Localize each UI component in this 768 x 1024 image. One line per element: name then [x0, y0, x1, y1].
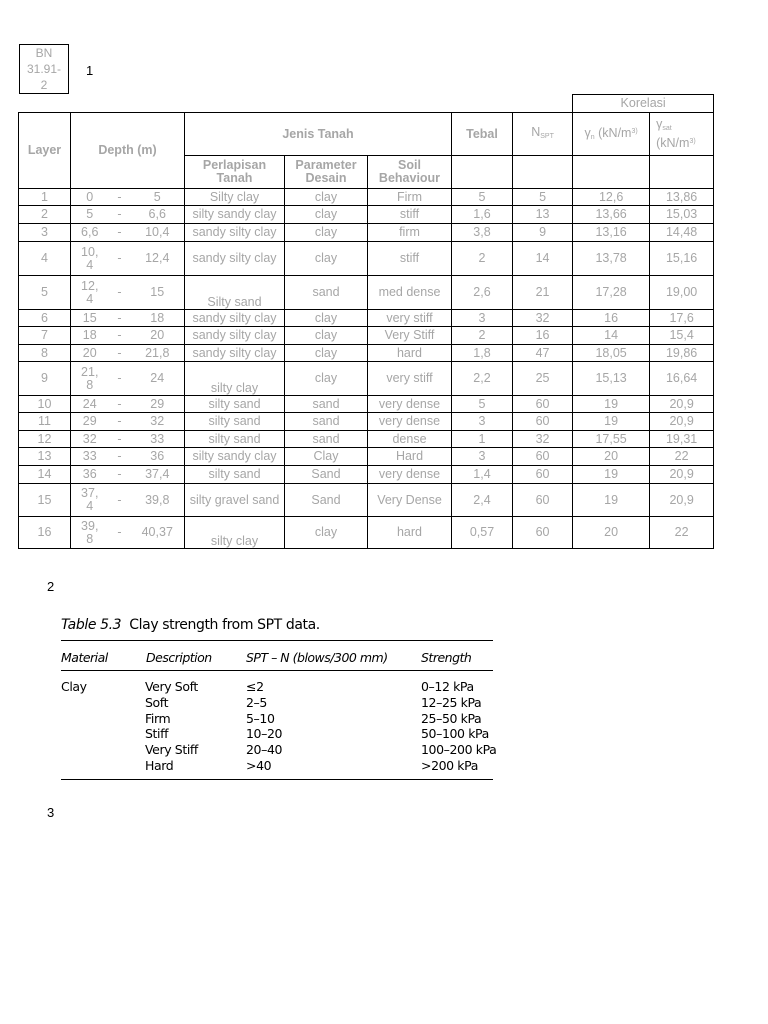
gamma-sat-cell: 20,9	[650, 466, 714, 484]
depth-from-cell: 21, 8	[71, 362, 109, 396]
soil-layer-row	[19, 224, 714, 242]
nspt-cell: 32	[513, 431, 573, 448]
strength-cell: 50–100 kPa	[421, 726, 489, 742]
gamma-n-cell: 17,55	[573, 431, 650, 448]
nspt-cell: 60	[513, 484, 573, 517]
spt-header: SPT – N (blows/300 mm)	[246, 650, 388, 665]
depth-dash-cell: -	[109, 466, 131, 484]
perlapisan-cell: sandy silty clay	[185, 242, 285, 276]
behaviour-cell: hard	[368, 345, 452, 362]
strength-cell: >200 kPa	[421, 757, 478, 773]
soil-layer-row	[19, 431, 714, 448]
tebal-cell: 1,6	[452, 206, 513, 224]
gamma-sat-cell: 13,86	[650, 189, 714, 206]
depth-dash-cell: -	[109, 362, 131, 396]
perlapisan-cell: silty clay	[185, 362, 285, 396]
nspt-cell: 5	[513, 189, 573, 206]
parameter-cell: Sand	[285, 466, 368, 484]
behaviour-cell: Firm	[368, 189, 452, 206]
depth-dash-cell: -	[109, 276, 131, 310]
spt-cell: 20–40	[246, 742, 283, 758]
soil-layer-row	[19, 362, 714, 396]
nspt-cell: 9	[513, 224, 573, 242]
depth-to-cell: 20	[131, 327, 185, 345]
behaviour-cell: Very Stiff	[368, 327, 452, 345]
section-marker-3: 3	[47, 805, 55, 820]
depth-from-cell: 36	[71, 466, 109, 484]
tebal-cell: 2	[452, 327, 513, 345]
gamma-sat-cell: 22	[650, 517, 714, 549]
depth-from-cell: 33	[71, 448, 109, 466]
perlapisan-cell: silty sand	[185, 466, 285, 484]
parameter-cell: clay	[285, 224, 368, 242]
tebal-cell: 2,2	[452, 362, 513, 396]
section-marker-1: 1	[86, 63, 94, 78]
gamma-n-cell: 13,16	[573, 224, 650, 242]
tebal-cell: 3	[452, 310, 513, 327]
description-cell: Very Soft	[145, 679, 198, 694]
strength-cell: 25–50 kPa	[421, 710, 482, 726]
behaviour-cell: very dense	[368, 413, 452, 431]
depth-dash-cell: -	[109, 224, 131, 242]
depth-to-cell: 18	[131, 310, 185, 327]
spt-cell: 2–5	[246, 694, 267, 710]
soil-layer-row	[19, 242, 714, 276]
depth-to-cell: 15	[131, 276, 185, 310]
soil-layer-row	[19, 396, 714, 413]
gamma-sat-cell: 19,86	[650, 345, 714, 362]
tebal-cell: 5	[452, 189, 513, 206]
layer-cell: 11	[19, 413, 71, 431]
perlapisan-cell: silty sand	[185, 431, 285, 448]
gamma-n-cell: 20	[573, 517, 650, 549]
description-cell: Stiff	[145, 726, 169, 742]
tebal-cell: 3	[452, 413, 513, 431]
tebal-cell: 1	[452, 431, 513, 448]
tebal-cell: 1,8	[452, 345, 513, 362]
korelasi-header: Korelasi	[573, 95, 714, 113]
depth-from-cell: 0	[71, 189, 109, 206]
gamma-n-cell: 14	[573, 327, 650, 345]
depth-dash-cell: -	[109, 484, 131, 517]
tebal-cell: 5	[452, 396, 513, 413]
table-53-number: Table 5.3	[61, 617, 122, 633]
behaviour-cell: stiff	[368, 242, 452, 276]
depth-from-cell: 12, 4	[71, 276, 109, 310]
nspt-cell: 60	[513, 466, 573, 484]
behaviour-cell: very dense	[368, 396, 452, 413]
table-53-caption	[61, 617, 320, 633]
jenis-tanah-header: Jenis Tanah	[185, 113, 452, 156]
parameter-cell: clay	[285, 517, 368, 549]
depth-dash-cell: -	[109, 431, 131, 448]
gamma-sat-cell: 15,03	[650, 206, 714, 224]
nspt-cell: 25	[513, 362, 573, 396]
parameter-cell: clay	[285, 345, 368, 362]
depth-from-cell: 32	[71, 431, 109, 448]
behaviour-cell: Very Dense	[368, 484, 452, 517]
behaviour-cell: stiff	[368, 206, 452, 224]
table-53-title: Clay strength from SPT data.	[129, 617, 320, 633]
layer-cell: 12	[19, 431, 71, 448]
depth-dash-cell: -	[109, 413, 131, 431]
gamma-sat-cell: 14,48	[650, 224, 714, 242]
layer-header: Layer	[19, 113, 71, 189]
parameter-cell: sand	[285, 431, 368, 448]
tebal-cell: 2,4	[452, 484, 513, 517]
layer-cell: 16	[19, 517, 71, 549]
nspt-cell: 16	[513, 327, 573, 345]
gamma-n-cell: 19	[573, 484, 650, 517]
section-marker-2: 2	[47, 579, 55, 594]
nspt-cell: 60	[513, 517, 573, 549]
soil-layer-row	[19, 327, 714, 345]
parameter-cell: clay	[285, 362, 368, 396]
description-header: Description	[146, 650, 212, 665]
parameter-cell: clay	[285, 242, 368, 276]
depth-from-cell: 5	[71, 206, 109, 224]
gamma-n-cell: 15,13	[573, 362, 650, 396]
gamma-sat-cell: 20,9	[650, 484, 714, 517]
layer-cell: 14	[19, 466, 71, 484]
perlapisan-cell: silty clay	[185, 517, 285, 549]
parameter-cell: sand	[285, 413, 368, 431]
depth-to-cell: 10,4	[131, 224, 185, 242]
nspt-cell: 47	[513, 345, 573, 362]
nspt-cell: 14	[513, 242, 573, 276]
depth-to-cell: 33	[131, 431, 185, 448]
behaviour-cell: med dense	[368, 276, 452, 310]
layer-cell: 8	[19, 345, 71, 362]
gamma-n-cell: 12,6	[573, 189, 650, 206]
depth-to-cell: 36	[131, 448, 185, 466]
nspt-header: $N_{SPT}$	[513, 113, 573, 156]
layer-cell: 13	[19, 448, 71, 466]
soil-layer-row	[19, 413, 714, 431]
strength-cell: 0–12 kPa	[421, 679, 474, 694]
header-rule	[61, 670, 493, 671]
parameter-cell: clay	[285, 206, 368, 224]
perlapisan-cell: Silty clay	[185, 189, 285, 206]
nspt-cell: 60	[513, 413, 573, 431]
soil-layer-row	[19, 189, 714, 206]
document-code-line: BN	[35, 46, 53, 60]
gamma-n-cell: 13,66	[573, 206, 650, 224]
spt-cell: 10–20	[246, 726, 283, 742]
tebal-cell: 3,8	[452, 224, 513, 242]
gamma-n-cell: 20	[573, 448, 650, 466]
depth-dash-cell: -	[109, 345, 131, 362]
parameter-cell: clay	[285, 327, 368, 345]
gamma-n-cell: 19	[573, 466, 650, 484]
tebal-cell: 3	[452, 448, 513, 466]
depth-dash-cell: -	[109, 310, 131, 327]
gamma-sat-cell: 20,9	[650, 396, 714, 413]
depth-to-cell: 5	[131, 189, 185, 206]
nspt-cell: 60	[513, 448, 573, 466]
gamma-n-header: $\gamma_n$ ($kN/m^{3)}$	[573, 113, 650, 156]
spt-column	[246, 679, 282, 774]
soil-layer-row	[19, 310, 714, 327]
gamma-n-cell: 19	[573, 413, 650, 431]
behaviour-cell: dense	[368, 431, 452, 448]
strength-cell: 12–25 kPa	[421, 694, 482, 710]
depth-to-cell: 32	[131, 413, 185, 431]
material-header: Material	[61, 650, 108, 665]
depth-dash-cell: -	[109, 448, 131, 466]
parameter-cell: Sand	[285, 484, 368, 517]
perlapisan-cell: silty sand	[185, 396, 285, 413]
nspt-cell: 13	[513, 206, 573, 224]
gamma-sat-cell: 16,64	[650, 362, 714, 396]
depth-to-cell: 12,4	[131, 242, 185, 276]
perlapisan-header: Perlapisan Tanah	[185, 156, 285, 189]
depth-dash-cell: -	[109, 242, 131, 276]
tebal-cell: 0,57	[452, 517, 513, 549]
depth-to-cell: 39,8	[131, 484, 185, 517]
layer-cell: 9	[19, 362, 71, 396]
nspt-cell: 21	[513, 276, 573, 310]
behaviour-cell: firm	[368, 224, 452, 242]
depth-header: Depth (m)	[71, 113, 185, 189]
depth-to-cell: 37,4	[131, 466, 185, 484]
perlapisan-cell: sandy silty clay	[185, 327, 285, 345]
tebal-cell: 1,4	[452, 466, 513, 484]
depth-from-cell: 6,6	[71, 224, 109, 242]
gamma-n-cell: 19	[573, 396, 650, 413]
top-rule	[61, 640, 493, 641]
layer-cell: 3	[19, 224, 71, 242]
strength-header: Strength	[421, 650, 472, 665]
soil-layer-table	[18, 94, 714, 549]
soil-layer-row	[19, 484, 714, 517]
description-cell: Firm	[145, 710, 171, 726]
strength-cell: 100–200 kPa	[421, 742, 497, 758]
description-cell: Hard	[145, 757, 174, 773]
gamma-sat-cell: 20,9	[650, 413, 714, 431]
bottom-rule	[61, 779, 493, 780]
gamma-n-cell: 17,28	[573, 276, 650, 310]
spt-cell: >40	[246, 757, 272, 773]
parameter-cell: sand	[285, 276, 368, 310]
soil-layer-row	[19, 466, 714, 484]
depth-from-cell: 39, 8	[71, 517, 109, 549]
soil-layer-row	[19, 517, 714, 549]
perlapisan-cell: sandy silty clay	[185, 345, 285, 362]
description-cell: Very Stiff	[145, 742, 198, 758]
perlapisan-cell: sandy silty clay	[185, 310, 285, 327]
spt-cell: ≤2	[246, 679, 264, 694]
perlapisan-cell: silty sandy clay	[185, 206, 285, 224]
perlapisan-cell: silty sand	[185, 413, 285, 431]
layer-cell: 1	[19, 189, 71, 206]
layer-cell: 6	[19, 310, 71, 327]
depth-dash-cell: -	[109, 517, 131, 549]
layer-cell: 4	[19, 242, 71, 276]
nspt-cell: 32	[513, 310, 573, 327]
depth-dash-cell: -	[109, 396, 131, 413]
depth-from-cell: 18	[71, 327, 109, 345]
perlapisan-cell: silty sandy clay	[185, 448, 285, 466]
depth-dash-cell: -	[109, 327, 131, 345]
description-cell: Soft	[145, 694, 169, 710]
perlapisan-cell: silty gravel sand	[185, 484, 285, 517]
soil-behaviour-header: Soil Behaviour	[368, 156, 452, 189]
layer-cell: 5	[19, 276, 71, 310]
gamma-n-cell: 13,78	[573, 242, 650, 276]
behaviour-cell: very stiff	[368, 362, 452, 396]
nspt-cell: 60	[513, 396, 573, 413]
perlapisan-cell: Silty sand	[185, 276, 285, 310]
soil-layer-row	[19, 276, 714, 310]
layer-cell: 7	[19, 327, 71, 345]
soil-layer-row	[19, 345, 714, 362]
strength-column	[421, 679, 496, 774]
document-code-line: 2	[40, 78, 48, 92]
depth-to-cell: 21,8	[131, 345, 185, 362]
gamma-sat-header: $\gamma_{sat}$ ($kN/m^{3)}$	[650, 113, 714, 156]
depth-from-cell: 29	[71, 413, 109, 431]
tebal-cell: 2,6	[452, 276, 513, 310]
parameter-cell: clay	[285, 189, 368, 206]
spt-cell: 5–10	[246, 710, 275, 726]
tebal-cell: 2	[452, 242, 513, 276]
depth-dash-cell: -	[109, 206, 131, 224]
behaviour-cell: hard	[368, 517, 452, 549]
gamma-n-cell: 18,05	[573, 345, 650, 362]
soil-layer-row	[19, 448, 714, 466]
parameter-cell: sand	[285, 396, 368, 413]
depth-to-cell: 24	[131, 362, 185, 396]
material-cell: Clay	[61, 679, 87, 694]
depth-dash-cell: -	[109, 189, 131, 206]
depth-to-cell: 6,6	[131, 206, 185, 224]
gamma-sat-cell: 19,31	[650, 431, 714, 448]
description-column	[145, 679, 198, 774]
gamma-sat-cell: 15,4	[650, 327, 714, 345]
depth-from-cell: 24	[71, 396, 109, 413]
soil-layer-row	[19, 206, 714, 224]
behaviour-cell: Hard	[368, 448, 452, 466]
layer-cell: 10	[19, 396, 71, 413]
tebal-header: Tebal	[452, 113, 513, 156]
depth-from-cell: 10, 4	[71, 242, 109, 276]
layer-cell: 2	[19, 206, 71, 224]
parameter-cell: Clay	[285, 448, 368, 466]
depth-from-cell: 20	[71, 345, 109, 362]
depth-from-cell: 15	[71, 310, 109, 327]
document-code-box	[19, 44, 69, 94]
behaviour-cell: very dense	[368, 466, 452, 484]
gamma-sat-cell: 22	[650, 448, 714, 466]
gamma-n-cell: 16	[573, 310, 650, 327]
depth-to-cell: 40,37	[131, 517, 185, 549]
perlapisan-cell: sandy silty clay	[185, 224, 285, 242]
gamma-sat-cell: 19,00	[650, 276, 714, 310]
parameter-cell: clay	[285, 310, 368, 327]
document-code-line: 31.91-	[26, 62, 62, 76]
depth-from-cell: 37, 4	[71, 484, 109, 517]
parameter-header: Parameter Desain	[285, 156, 368, 189]
layer-cell: 15	[19, 484, 71, 517]
gamma-sat-cell: 15,16	[650, 242, 714, 276]
gamma-sat-cell: 17,6	[650, 310, 714, 327]
depth-to-cell: 29	[131, 396, 185, 413]
behaviour-cell: very stiff	[368, 310, 452, 327]
